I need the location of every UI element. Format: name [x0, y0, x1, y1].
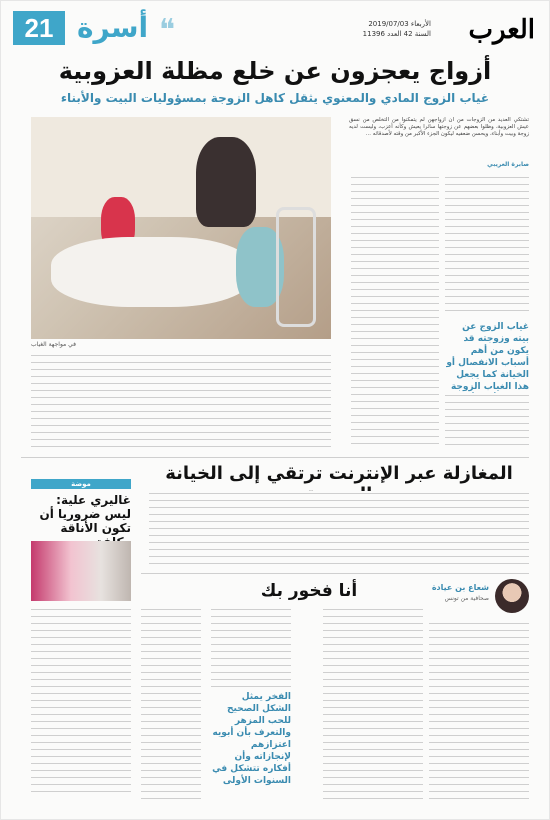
article-photo: [31, 117, 331, 339]
article-intro: تشتكي العديد من الزوجات من أن أزواجهن لم يتمكنوا من التخلص من نسق عيش العزوبية، وظلوا بعضهم عن زوجتها سائرا يعيش وكأنه أعزب، وليست لديه زوجة وبيت وأبناء، ويحسن ضعفيه ليكون الجزء الأكبر من وقته لأصدقائه ...: [349, 117, 529, 138]
photo-wall: [31, 117, 331, 217]
fashion-body: [31, 607, 131, 797]
main-subheadline: غياب الزوج المادي والمعنوي يثقل كاهل الزوجة بمسؤوليات البيت والأبناء: [60, 91, 490, 105]
issue-info: [363, 19, 431, 39]
column-body: [141, 607, 201, 801]
column-body: [323, 607, 423, 801]
divider: [21, 457, 529, 458]
issue-number: السنة 42 العدد 11396: [362, 30, 431, 38]
masthead: [9, 9, 541, 49]
second-article-body: [149, 491, 529, 569]
pull-quote: غياب الزوج عن بيته وزوجته قد يكون من أهم أسباب الانفصال أو الخيانة كما يجعل هذا الغياب الزوجة: [446, 322, 529, 392]
author-name: شعاع بن عيادة: [431, 583, 489, 592]
article-byline: صابرة العريبي: [487, 161, 529, 168]
column-body: [211, 607, 291, 687]
article-body-lower: [31, 353, 331, 453]
column-body: [429, 621, 529, 801]
photo-chair: [276, 207, 316, 327]
photo-table: [51, 237, 251, 307]
column-headline: أنا فخور بك: [260, 581, 358, 601]
author-role: صحافية من تونس: [444, 595, 489, 602]
quote-icon: ❝: [159, 13, 176, 48]
fashion-tag: موضة: [31, 479, 131, 489]
issue-date: الأربعاء 2019/07/03: [368, 20, 431, 28]
article-body-column: [351, 175, 439, 445]
main-headline: أزواج يعجزون عن خلع مظلة العزوبية: [58, 57, 492, 85]
second-headline: المغازلة عبر الإنترنت ترتقي إلى الخيانة: [165, 463, 513, 484]
page-number: 21: [13, 11, 65, 45]
article-body-column: [445, 175, 529, 315]
fashion-image: [31, 541, 131, 601]
divider: [141, 573, 529, 574]
newspaper-logo: العرب: [468, 15, 535, 45]
photo-caption: في مواجهة الغياب: [31, 341, 77, 348]
article-body-column: [445, 393, 529, 445]
photo-woman: [196, 137, 256, 227]
column-pull-quote: الفخر يمثل الشكل الصحيح للحب المزهر والتعرف بأن أبويه اعتزازهم لإنجازاته وأن أفكاره تتشكل في السنوات الأولى: [212, 692, 291, 786]
fashion-title: غاليري علية: ليس ضروريا أن تكون الأناقة: [39, 493, 131, 535]
section-title: أسرة: [77, 11, 149, 44]
author-avatar: [495, 579, 529, 613]
